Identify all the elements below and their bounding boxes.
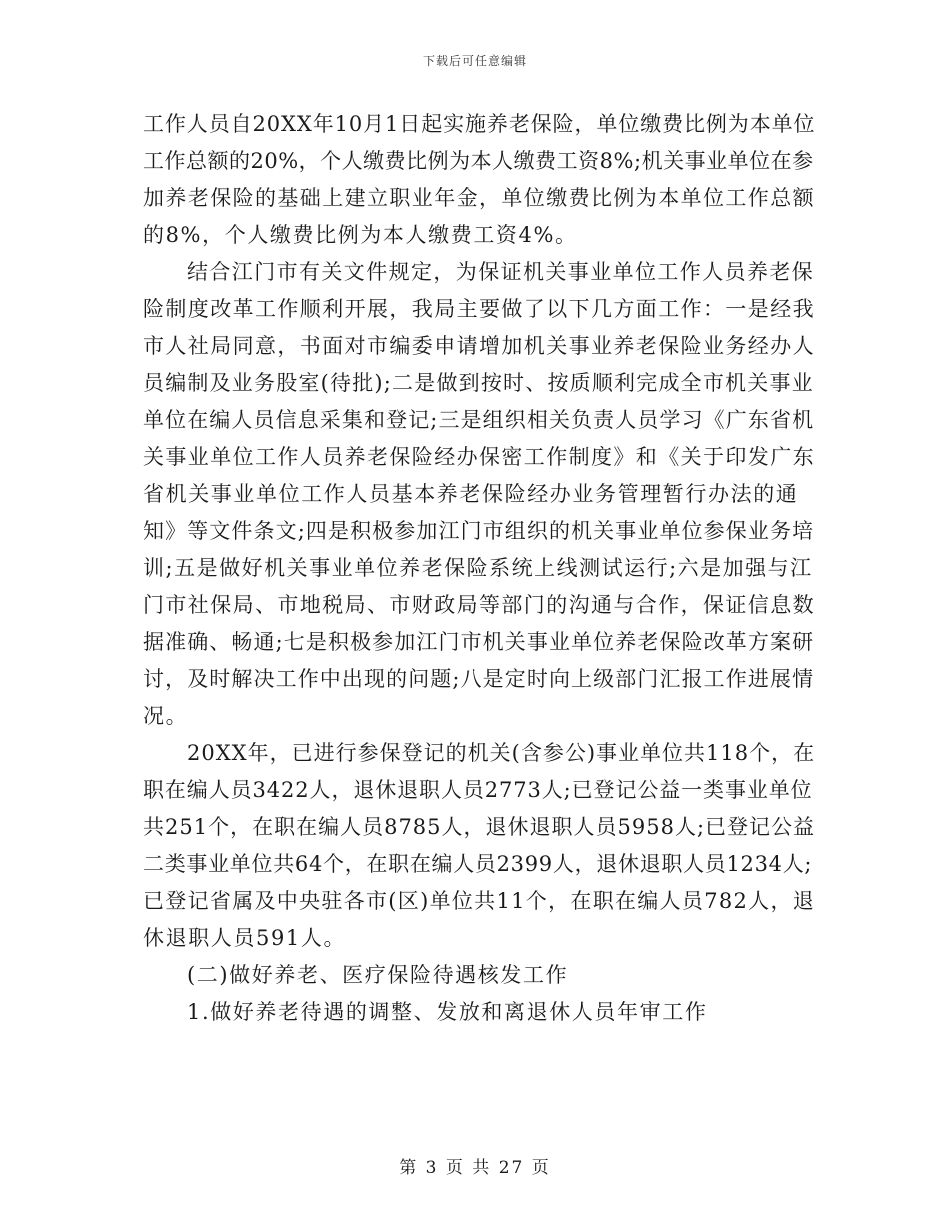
text-line: 况。 [143, 704, 189, 728]
text-line: 休退职人员591人。 [143, 926, 347, 950]
text-line: 二类事业单位共64个，在职在编人员2399人，退休退职人员1234人; [143, 852, 813, 876]
text-line: 险制度改革工作顺利开展，我局主要做了以下几方面工作：一是经我 [143, 297, 815, 321]
text-line: 关事业单位工作人员养老保险经办保密工作制度》和《关于印发广东 [143, 445, 815, 469]
text-line: 职在编人员3422人，退休退职人员2773人;已登记公益一类事业单位 [143, 778, 813, 802]
document-body [143, 106, 815, 1031]
section-heading: (二)做好养老、医疗保险待遇核发工作 [187, 963, 569, 987]
text-line: 知》等文件条文;四是积极参加江门市组织的机关事业单位参保业务培 [143, 519, 815, 543]
text-line: 工作总额的20%，个人缴费比例为本人缴费工资8%;机关事业单位在参 [143, 149, 814, 173]
text-line: 讨，及时解决工作中出现的问题;八是定时向上级部门汇报工作进展情 [143, 667, 815, 691]
text-line: 已登记省属及中央驻各市(区)单位共11个，在职在编人员782人，退 [143, 889, 816, 913]
text-line: 共251个，在职在编人员8785人，退休退职人员5958人;已登记公益 [143, 815, 816, 839]
text-line: 单位在编人员信息采集和登记;三是组织相关负责人员学习《广东省机 [143, 408, 815, 432]
text-line: 门市社保局、市地税局、市财政局等部门的沟通与合作，保证信息数 [143, 593, 815, 617]
text-line: 据准确、畅通;七是积极参加江门市机关事业单位养老保险改革方案研 [143, 630, 815, 654]
text-line: 市人社局同意，书面对市编委申请增加机关事业养老保险业务经办人 [143, 334, 815, 358]
page-header: 下载后可任意编辑 [422, 54, 527, 68]
text-line: 训;五是做好机关事业单位养老保险系统上线测试运行;六是加强与江 [143, 556, 813, 580]
text-line: 省机关事业单位工作人员基本养老保险经办业务管理暂行办法的通 [143, 482, 799, 506]
paragraph-first-line: 20XX年，已进行参保登记的机关(含参公)事业单位共118个，在 [187, 741, 816, 765]
paragraph-first-line: 结合江门市有关文件规定，为保证机关事业单位工作人员养老保 [187, 260, 815, 284]
text-line: 员编制及业务股室(待批);二是做到按时、按质顺利完成全市机关事业 [143, 371, 814, 395]
page-number: 第 3 页 共 27 页 [399, 1158, 551, 1178]
text-line: 的8%，个人缴费比例为本人缴费工资4%。 [143, 223, 578, 247]
text-line: 工作人员自20XX年10月1日起实施养老保险，单位缴费比例为本单位 [143, 112, 816, 136]
text-line: 加养老保险的基础上建立职业年金，单位缴费比例为本单位工作总额 [143, 186, 815, 210]
subsection-heading: 1.做好养老待遇的调整、发放和离退休人员年审工作 [187, 1000, 708, 1024]
